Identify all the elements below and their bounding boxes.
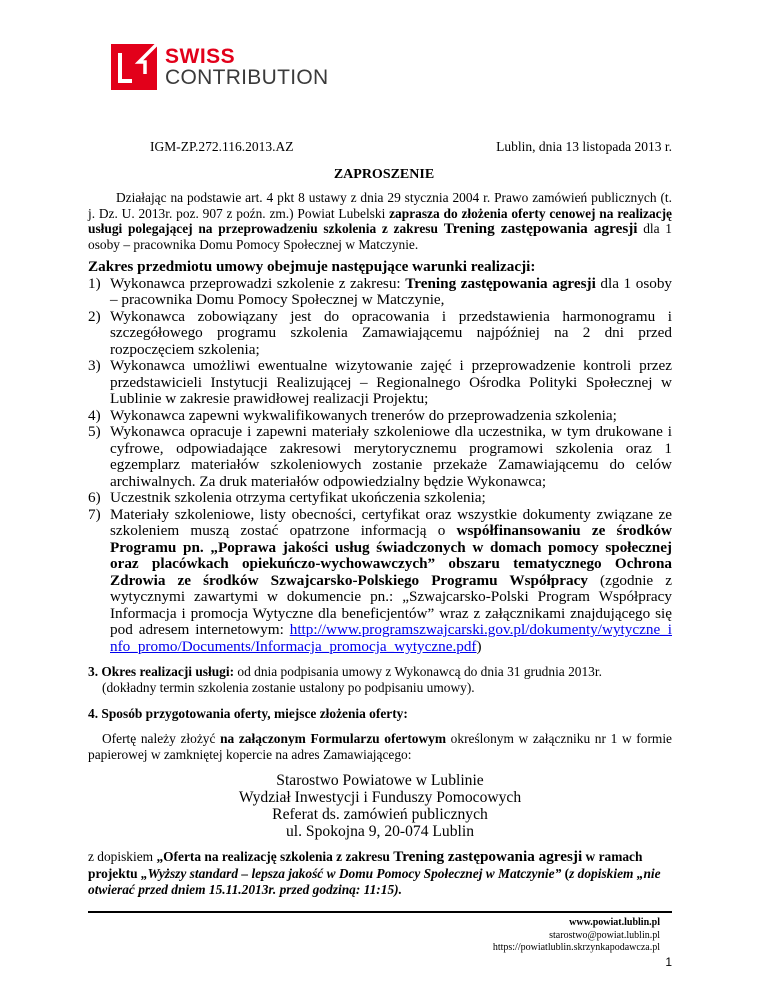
list-item (88, 424, 672, 490)
list-item-bold: współfinansowaniu ze środków Programu pn. „Poprawa jakości usług świadczonych w domach pomocy społecznej oraz placówkach opiekuńczo-wychowawczych” obszaru tematycznego Ochrona Zdrowia ze środków Szwajcarsko-Polskiego Programu Współpracy (110, 522, 672, 589)
footer-divider (88, 911, 672, 913)
scope-list (88, 276, 672, 656)
list-item-text: Wykonawca zapewni wykwalifikowanych trenerów do przeprowadzenia szkolenia; (110, 406, 617, 424)
list-item (88, 276, 672, 309)
offer-text: Ofertę należy złożyć (102, 731, 221, 747)
envelope-note-bold: Trening zastępowania agresji (393, 848, 583, 866)
document-body (88, 190, 672, 899)
section-3 (88, 664, 672, 695)
swiss-contribution-logo (111, 44, 328, 90)
footer (493, 917, 660, 955)
envelope-note-text: z dopiskiem (88, 849, 157, 865)
footer-website[interactable]: www.powiat.lublin.pl (569, 917, 660, 928)
offer-paragraph (88, 731, 672, 762)
guidelines-link[interactable]: http://www.programszwajcarski.gov.pl/dokumenty/wytyczne_info_promo/Documents/Informacja_promocja_wytyczne.pdf (110, 621, 672, 655)
list-item-number: 6) (88, 489, 101, 507)
intro-bold-2: Trening zastępowania agresji (437, 220, 638, 238)
page-number: 1 (665, 955, 672, 969)
list-item-number: 3) (88, 357, 101, 375)
envelope-note (88, 849, 672, 899)
footer-email[interactable]: starostwo@powiat.lublin.pl (549, 929, 660, 941)
document-title: ZAPROSZENIE (333, 167, 435, 182)
list-item-number: 4) (88, 406, 101, 424)
footer-inbox[interactable]: https://powiatlublin.skrzynkapodawcza.pl (492, 942, 660, 953)
envelope-note-bold: ( (561, 865, 570, 881)
section-3-label: 3. Okres realizacji usługi: (88, 664, 235, 680)
envelope-note-bold: w ramach projektu (88, 849, 643, 881)
intro-paragraph (88, 190, 672, 252)
list-item-text: Materiały szkoleniowe, listy obecności, certyfikat oraz wszystkie dokumenty związane ze szkoleniem muszą zostać opatrzone informacją o (110, 505, 672, 540)
logo-swiss-text: SWISS (165, 45, 236, 68)
list-item-number: 7) (88, 505, 101, 523)
intro-text-1: Działając na podstawie art. 4 pkt 8 ustawy z dnia 29 stycznia 2004 r. Prawo zamówień publicznych (t. j. Dz. U. 2013r. poz. 907 z poźn. zm.) Powiat Lubelski (88, 190, 672, 221)
section-4-title: 4. Sposób przygotowania oferty, miejsce złożenia oferty: (88, 705, 408, 721)
envelope-note-bold: „Oferta na realizację szkolenia z zakresu (156, 849, 394, 865)
address-line: Wydział Inwestycji i Funduszy Pomocowych (238, 789, 522, 807)
list-item-number: 5) (88, 423, 101, 441)
list-item-text: dla 1 osoby – pracownika Domu Pomocy Społecznej w Matczynie, (110, 274, 673, 309)
list-item (88, 309, 672, 359)
swiss-flag-icon (111, 44, 157, 90)
list-item-number: 1) (88, 274, 101, 292)
intro-text-2: dla 1 osoby – pracownika Domu Pomocy Społecznej w Matczynie. (88, 221, 672, 252)
logo-contribution-text: CONTRIBUTION (165, 66, 329, 89)
list-item-text: (zgodnie z wytycznymi zawartymi w dokumencie pn.: „Szwajcarsko-Polski Program Współpracy Informacja i promocja Wytyczne dla beneficjentów” wraz z załącznikami znajdującego się pod adresem internetowym: (110, 571, 673, 639)
address-block (88, 772, 672, 840)
address-line: Referat ds. zamówień publicznych (272, 806, 488, 824)
list-item-text: Uczestnik szkolenia otrzyma certyfikat ukończenia szkolenia; (110, 489, 486, 507)
place-and-date: Lublin, dnia 13 listopada 2013 r. (496, 139, 672, 154)
list-item-text: Wykonawca opracuje i zapewni materiały szkoleniowe dla uczestnika, w tym drukowane i cyfrowe, odpowiadające zakresowi merytorycznemu programowi szkolenia oraz 1 egzemplarz materiałów szkoleniowych zostanie przekaże Zamawiającemu do celów archiwalnych. Za druk materiałów odpowiedzialny będzie Wykonawca; (110, 423, 672, 490)
list-item-number: 2) (88, 307, 101, 325)
offer-bold: na załączonym Formularzu ofertowym (220, 731, 447, 747)
list-item-text: Wykonawca przeprowadzi szkolenie z zakresu: (110, 274, 406, 292)
list-item-text: Wykonawca zobowiązany jest do opracowania i przedstawienia harmonogramu i szczegółowego programu szkolenia Zamawiającemu najpóźniej na 2 dni przed rozpoczęciem szkolenia; (110, 307, 672, 358)
list-item (88, 507, 672, 656)
list-item (88, 358, 672, 408)
list-item-text: Wykonawca umożliwi ewentualne wizytowanie zajęć i przeprowadzenie kontroli przez przedstawicieli Instytucji Realizującej – Regionalnego Ośrodka Polityki Społecznej w Lublinie w zakresie prawidłowej realizacji Projektu; (110, 357, 672, 408)
intro-bold-1: zaprasza do złożenia oferty cenowej na realizację usługi polegającej na przeprowadzeniu szkolenia z zakresu (88, 205, 672, 237)
reference-number: IGM-ZP.272.116.2013.AZ (150, 139, 294, 154)
section-3-text: od dnia podpisania umowy z Wykonawcą do dnia 31 grudnia 2013r. (234, 664, 602, 680)
reference-line (150, 139, 672, 155)
list-item-bold: Trening zastępowania agresji (405, 274, 596, 292)
scope-title: Zakres przedmiotu umowy obejmuje następujące warunki realizacji: (88, 258, 536, 276)
address-line: ul. Spokojna 9, 20-074 Lublin (286, 823, 474, 841)
section-3-note: (dokładny termin szkolenia zostanie ustalony po podpisaniu umowy). (102, 679, 475, 695)
envelope-note-project: „Wyższy standard – lepsza jakość w Domu Pomocy Społecznej w Matczynie” (140, 865, 562, 881)
address-line: Starostwo Powiatowe w Lublinie (276, 772, 484, 790)
list-item (88, 490, 672, 507)
list-item-text: ) (476, 637, 482, 655)
envelope-note-do-not-open: z dopiskiem „nie otwierać przed dniem 15.11.2013r. przed godziną: 11:15). (88, 865, 661, 898)
offer-text: określonym w załączniku nr 1 w formie papierowej w zamkniętej kopercie na adres Zamawiającego: (88, 731, 672, 762)
list-item (88, 408, 672, 425)
